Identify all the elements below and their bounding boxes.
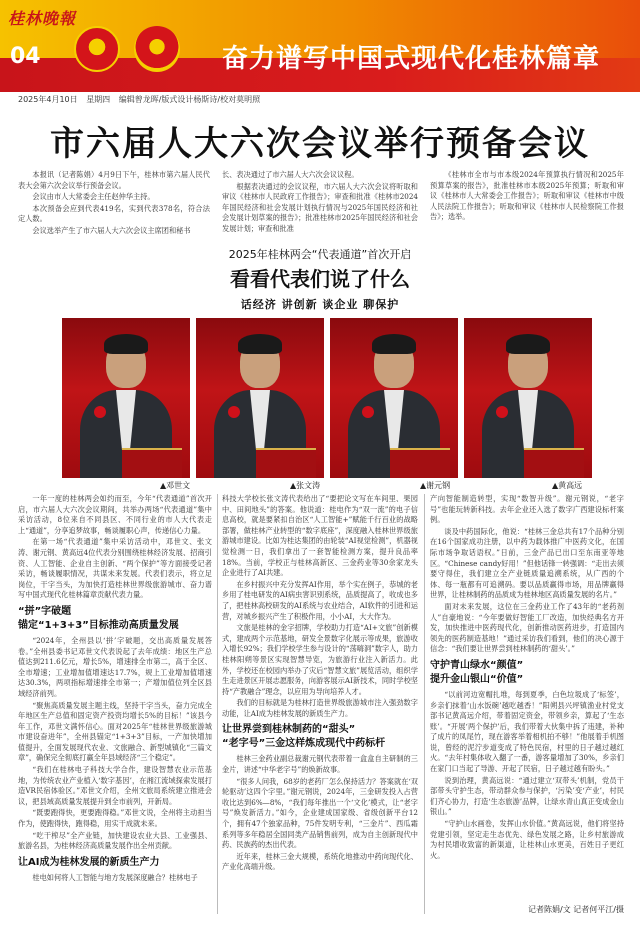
- column-divider: [217, 494, 218, 914]
- main-headline: 市六届人大六次会议举行预备会议: [50, 124, 590, 164]
- lead-paragraph: 长、表决通过了市六届人大六次会议议程。: [222, 170, 359, 179]
- article-byline: 记者陈娟/文 记者何平江/摄: [528, 905, 624, 914]
- subhead-line: “拼”字破题: [18, 605, 72, 617]
- article-paragraph: “2024年，全州县以‘拼’字破题，交出高质量发展答卷。”全州县委书记邓世文代表说起了去年成绩：地区生产总值达到211.6亿元，增长5%，增速排全市第二，高于全区、全市增速；工业增加值增速达17.7%，规上工业增加值增速达30.3%，两项指标增速排全市第一；产增加值位列全区县域经济前列。: [18, 635, 212, 698]
- feature-col-3: [430, 494, 624, 900]
- article-paragraph: 在第一场“代表通道”集中采访活动中，邓世文、张文涛、谢元钢、黄高远4位代表分别围绕桂林经济发展、招商引资、人工智能、企业自主创新、“两个保护”等方面接受记者采访，畅谈履职情况，共谋未来发展。代表们表示，将立足岗位，干字当头，为加快打造桂林世界级旅游城市、奋力谱写中国式现代化桂林篇章贡献代表力量。: [18, 537, 212, 600]
- section-subhead: [18, 605, 212, 633]
- feature-kicker: 2025年桂林两会“代表通道”首次开启: [228, 248, 412, 261]
- feature-col-2: [222, 494, 418, 914]
- delegate-photo: [62, 318, 190, 478]
- article-paragraph: 谈及中药国际化，他说：“桂林三金总共有17个品种分别在16个国家成功注册，以中药为载体推广中医药文化，在国际市场争取话语权。”日前，三金产品已出口至东南亚等地区。“Chinese candy好用！”但他话锋一转强调：“走出去须要守得住，我们建立全产业链质量追溯系统，从广西的个体、每一瓶都有可追溯码。要以品质赢得市场，用品牌赢得世界，让桂林制药的品质成为桂林地区高质量发展的名片。”: [430, 526, 624, 600]
- column-divider: [424, 494, 425, 914]
- subhead-line: 守护青山绿水“颜值”: [430, 659, 524, 671]
- delegate-photo: [464, 318, 592, 478]
- lead-paragraph: 《桂林市全市与市本级2024年预算执行情况和2025年预算草案的报告》，批准桂林市本级2025年预算；听取和审议《桂林市人大常委会工作报告》；听取和审议《桂林市中级人民法院工作报告》；听取和审议《桂林市人民检察院工作报告》；选举。: [430, 170, 624, 222]
- article-paragraph: 桂电如何将人工智能与地方发展深度融合？桂林电子: [32, 872, 198, 882]
- article-paragraph: “我们在桂林电子科技大学合作，建设智慧农业示范基地，为传统农业产业植入‘数字基因’，在湘江流域探索发展打造VR民宿体验区。”邓世文介绍，全州文旅局系统建立推进会议，把县域高质量发展提升到全市前列，开新局。: [18, 765, 212, 806]
- article-paragraph: 一年一度的桂林两会如约而至，今年“代表通道”首次开启，市六届人大六次会议期间，共举办两场“代表通道”集中采访活动，8位来自不同县区、不同行业的市人大代表走上“通道”，分享追梦故事，畅谈履职心声，传递信心力量。: [18, 494, 212, 535]
- masthead-banner: [0, 0, 640, 92]
- article-paragraph: 近年来，桂林三金大规模，系统化地推动中药向现代化、产业化高端升级。: [222, 851, 418, 872]
- dateline: [18, 94, 638, 105]
- article-paragraph: 桂林三金药业副总裁谢元钢代表带着一盒盒自主研制的三金片，讲述“中华老字号”的焕新故事。: [222, 754, 418, 775]
- cppcc-emblem-icon: [134, 26, 180, 72]
- article-paragraph: “以前河边宽帽扎堆，每到夏季，白色垃圾成了‘标签’，乡亲们抹着‘山水饭碗’越吃越香！”阳朔县兴坪镇渔业村党支部书记黄高远介绍，带着固定资金，带领乡亲，算起了‘生态账’。“开展‘两个保护’后，我们带着大伙集中拆了违建，补种了成片的凤尾竹，现在游客举着相机拍不够！”他展着手机图说，曾经的泥泞步道变成了特色民宿，村里的日子越过越红火。“去年村集体收入翻了一番，游客量增加了30%，乡亲们在家门口当起了导游、开起了民宿，日子越过越有盼头。”: [430, 689, 624, 774]
- microphone-icon: [496, 406, 508, 418]
- section-subhead: [430, 659, 624, 687]
- article-paragraph: 产向智能制造转型，实现“数智升级”。谢元钢说，“老字号”也能玩转新科技。去年企业还入选了数字广西建设标杆案例。: [430, 494, 624, 525]
- article-paragraph: 科技大学校长张文涛代表给出了“要把论文写在车间里、果园中、田间地头”的答案。他说道：桂电作为“双一流”的电子信息高校，就是要紧扣自治区“人工智能+”赋能千行百业的战略部署，做桂林产业转型的“数字底座”，深度融入桂林世界级旅游城市建设。比如为桂达集团的由轮装“AI视觉检测”，机器视觉检测一日，我们拿出了一套智能检测方案，提升良品率18%。当前，学校正与桂林高新区、三金药业等30余家龙头企业进行了AI共建。: [222, 494, 418, 578]
- editor-credits: 编辑曾龙晖/版式设计杨斯诗/校对莫明照: [118, 95, 261, 104]
- lead-paragraph: 会议由市人大常委会主任赵仲华主持。: [32, 192, 155, 202]
- article-paragraph: “聚焦高质量发展主题主线，坚持干字当头，奋力完成全年地区生产总值和固定资产投资均增长5%的目标！”该县今年工作，邓世文满怀信心。面对2025年“桂林世界级旅游城市建设奋进年”，全州县锚定“1+3+3”目标，一产加快增加值提升，全面发展现代农业、文旅融合、新型城镇化“三篇文章”，确保完全彻底打赢全年县域经济“三个稳定”。: [18, 700, 212, 763]
- article-paragraph: 文旅是桂林的金字招牌，学校助力打造“AI+文旅”创新模式，建成两个示范基地，研发全景数字化展示等成果，旅游收入增长92%；我们学校学生参与设计的“荡嗨洞”数字人，助力桂林阳朔等景区实现智慧导览，为旅游行业注入新活力。此外，学校还在校园内举办了灾后“智慧文旅”展览活动，组织学生走进景区开展志愿服务，向游客展示AI新技术，同时学校坚持“产教融合”理念，以应用为导向培养人才。: [222, 623, 418, 696]
- feature-subtitle: 话经济 讲创新 谈企业 聊保护: [240, 298, 400, 311]
- article-paragraph: 说到治理，黄高远说：“通过建立‘双带头’机制，党员干部带头守护生态，带动群众参与保护，‘污染’变‘产业’，村民们齐心协力，打造‘生态旅游’品牌，让绿水青山真正变成金山银山。”: [430, 775, 624, 817]
- feature-col-1: [18, 494, 212, 914]
- microphone-icon: [228, 406, 240, 418]
- delegate-photo: [330, 318, 458, 478]
- article-paragraph: 面对未来发展，这位在三金药业工作了43年的“老药剂人”自豪地说：“今年要做好智能工厂改造，加快经典名方开发，加快推进中医药现代化，创新推动医药进步，打造国内领先的医药制造基地！”通过采访我们看到，他们的决心源于信念：“我们要让世界尝到桂林制药的‘甜头’。”: [430, 601, 624, 654]
- issue-weekday: 星期四: [86, 95, 111, 104]
- article-paragraph: 我们的目标就是为桂林打造世界级旅游城市注入强劲数字动能，让AI成为桂林发展的新质生产力。: [222, 698, 418, 718]
- lead-paragraph: 本报讯（记者陈娟）4月9日下午，桂林市第六届人民代表大会第六次会议举行预备会议。: [18, 170, 210, 190]
- subhead-line: “老字号”三金这样炼成现代中药标杆: [222, 738, 386, 750]
- article-paragraph: “守护山水画卷，发挥山水价值。”黄高远说，他们将坚持党建引领，坚定走生态优先、绿色发展之路，让乡村旅游成为村民增收致富的新渠道，让桂林山水更美，百姓日子更红火。: [430, 819, 624, 860]
- subhead-line: 让世界尝到桂林制药的“甜头”: [222, 724, 356, 736]
- lead-paragraph: 本次预备会应到代表419名，实到代表378名，符合法定人数。: [18, 203, 210, 224]
- section-subhead: 让AI成为桂林发展的新质生产力: [18, 856, 160, 868]
- section-subhead: [222, 723, 418, 751]
- feature-title: 看看代表们说了什么: [230, 267, 410, 291]
- article-paragraph: 在乡村振兴中充分发挥AI作用，举个实在例子，恭城的老乡用了桂电研发的AI病虫害识别系统，品质提高了，收成也多了，把桂林高校研发的AI系统与农业结合，AI软件的引进和运营，对城乡振兴产生了积极作用，小小AI，大大作为。: [222, 579, 418, 621]
- subhead-line: 锚定“1+3+3”目标推动高质量发展: [18, 619, 179, 631]
- lead-article-col-1: [18, 170, 210, 244]
- lead-paragraph: 根据表决通过的会议议程，市六届人大六次会议将听取和审议《桂林市人民政府工作报告》；审查和批准《桂林市2024年国民经济和社会发展计划执行情况与2025年国民经济和社会发展计划草案的报告》；批准桂林市2025年国民经济和社会发展计划；审查和批准: [222, 181, 418, 233]
- article-paragraph: “既要跑得快，更要跑得稳。”邓世文说，全州将主动担当作为，使跑得快，跑得稳，用实干成就未来。: [18, 808, 212, 829]
- microphone-icon: [362, 406, 374, 418]
- lead-article-col-3: [430, 170, 624, 244]
- lead-article-col-2: [222, 170, 418, 244]
- photo-caption: ▲张文涛: [290, 481, 321, 490]
- microphone-icon: [94, 406, 106, 418]
- photo-caption: ▲黄高远: [552, 481, 583, 490]
- subhead-line: 提升金山银山“价值”: [430, 673, 524, 685]
- national-emblem-icon: [74, 26, 120, 72]
- lead-paragraph: 会议选举产生了市六届人大六次会议主席团和秘书: [32, 225, 191, 235]
- photo-caption: ▲邓世文: [160, 481, 191, 490]
- banner-slogan: 奋力谱写中国式现代化桂林篇章: [221, 44, 600, 74]
- article-paragraph: “很多人问我，68岁的老药厂怎么保持活力？答案就在‘双轮驱动’这四个字里。”谢元钢说，2024年，三金研发投入占营收比达到6%—8%，“我们每年推出一个‘文化’模式，让“老字号”焕发新活力。”如今，企业建成国家级、省级创新平台12个，拥有47个独家品种，75件发明专利，“三金片”、西瓜霜系列等多年稳居全国同类产品销售前列，成为自主创新现代中药、民族药的杰出代表。: [222, 776, 418, 850]
- page-number: 04: [10, 44, 41, 69]
- issue-date: 2025年4月10日: [18, 95, 78, 104]
- newspaper-name: 桂林晚報: [8, 9, 77, 28]
- article-paragraph: “吃干榨尽”全产业链，加快建设农业大县、工业强县、旅游名县，为桂林经济高质量发展作出全州贡献。: [18, 830, 212, 851]
- delegate-photo: [196, 318, 324, 478]
- photo-caption: ▲谢元钢: [420, 481, 451, 490]
